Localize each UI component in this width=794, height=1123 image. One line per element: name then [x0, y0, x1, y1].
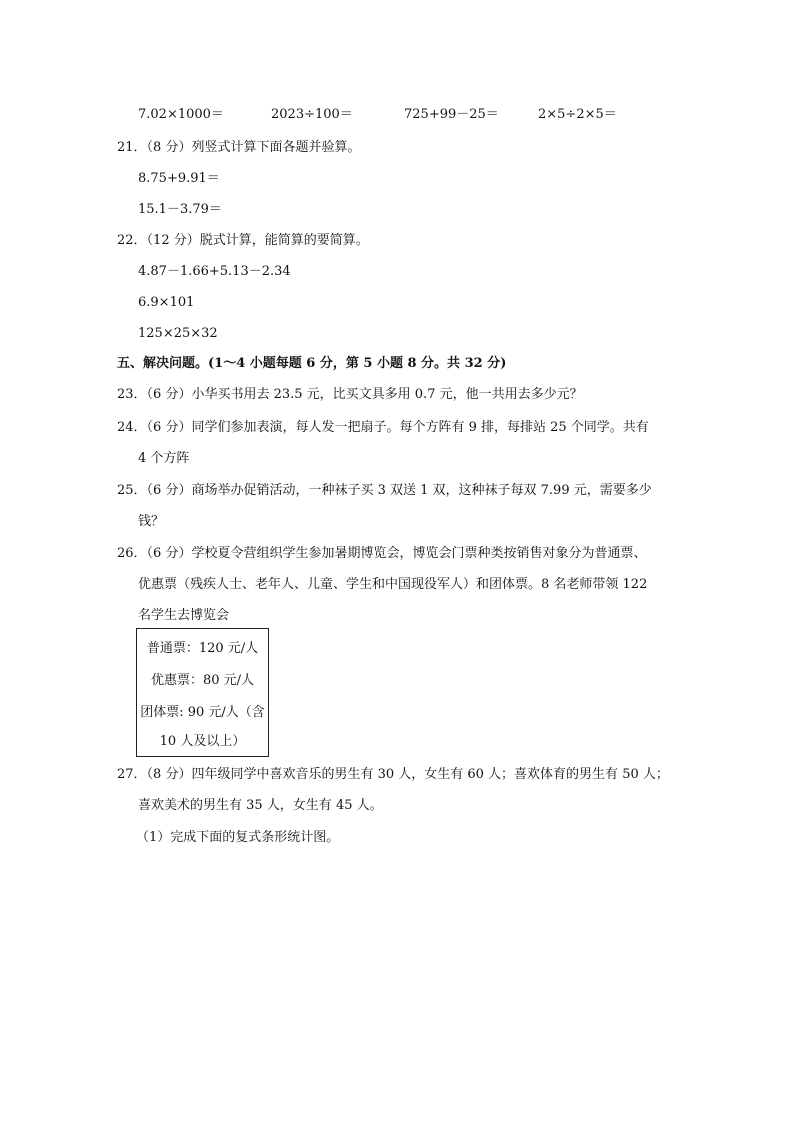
question-22-item-1: 4.87－1.66+5.13－2.34	[138, 264, 291, 279]
question-21-title: 21．（8 分）列竖式计算下面各题并验算。	[117, 140, 361, 155]
question-21-item-2: 15.1－3.79＝	[138, 202, 222, 217]
question-27-sub-1: （1）完成下面的复式条形统计图。	[136, 830, 340, 845]
price-group: 团体票: 90 元/人（含	[140, 705, 265, 720]
calc-item-4: 2×5÷2×5＝	[538, 107, 617, 122]
question-25-line-2: 钱？	[138, 514, 165, 529]
price-regular: 普通票：120 元/人	[146, 641, 259, 656]
question-23: 23．（6 分）小华买书用去 23.5 元，比买文具多用 0.7 元，他一共用去多少元？	[117, 387, 583, 402]
section-5-heading: 五、解决问题。(1～4 小题每题 6 分，第 5 小题 8 分。共 32 分)	[117, 356, 507, 371]
question-22-item-2: 6.9×101	[138, 295, 195, 310]
price-discount: 优惠票：80 元/人	[150, 673, 255, 688]
question-21-item-1: 8.75+9.91＝	[138, 171, 220, 186]
question-22-item-3: 125×25×32	[138, 326, 218, 341]
question-26-line-1: 26．（6 分）学校夏令营组织学生参加暑期博览会，博览会门票种类按销售对象分为普通票、	[117, 546, 647, 561]
calc-item-3: 725+99－25＝	[404, 107, 499, 122]
calc-item-1: 7.02×1000＝	[138, 107, 224, 122]
question-26-line-3: 名学生去博览会	[138, 608, 230, 623]
question-24-line-1: 24．（6 分）同学们参加表演，每人发一把扇子。每个方阵有 9 排，每排站 25 个同学。共有	[117, 420, 649, 435]
ticket-price-box	[136, 628, 269, 757]
question-22-title: 22．（12 分）脱式计算，能简算的要简算。	[117, 233, 369, 248]
question-26-line-2: 优惠票（残疾人士、老年人、儿童、学生和中国现役军人）和团体票。8 名老师带领 122	[138, 577, 648, 592]
question-25-line-1: 25．（6 分）商场举办促销活动，一种袜子买 3 双送 1 双，这种袜子每双 7.99 元，需要多少	[117, 483, 652, 498]
question-27-line-1: 27．（8 分）四年级同学中喜欢音乐的男生有 30 人，女生有 60 人；喜欢体育的男生有 50 人；	[117, 767, 669, 782]
question-24-line-2: 4 个方阵	[138, 451, 190, 466]
question-27-line-2: 喜欢美术的男生有 35 人，女生有 45 人。	[138, 798, 383, 813]
calc-item-2: 2023÷100＝	[271, 107, 353, 122]
price-group-note: 10 人及以上）	[159, 734, 246, 749]
